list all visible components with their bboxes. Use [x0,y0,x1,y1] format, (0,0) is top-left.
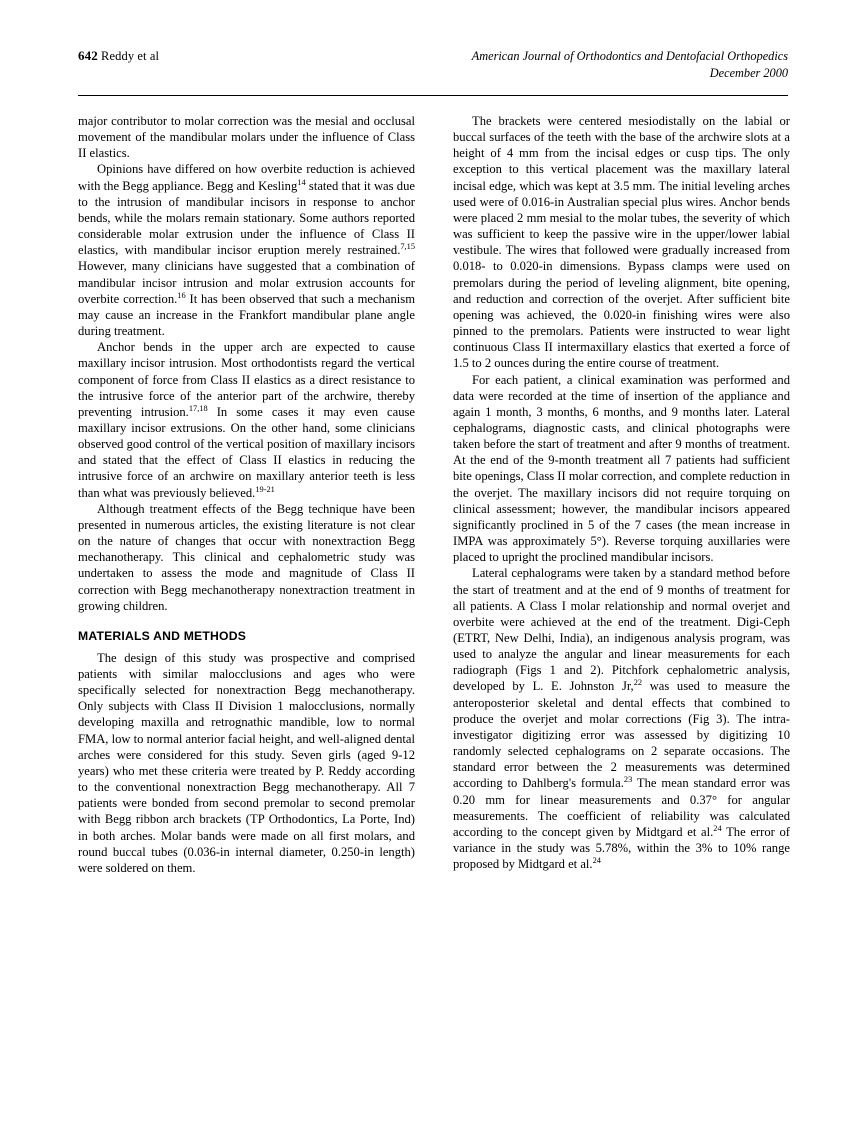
left-paragraph: Opinions have differed on how overbite reduction is achieved with the Begg appliance. Begg and Kesling$^{14}$ stated that it was due to the intrusion of mandibular incisors in response to anchor bends, while the molars remain stationary. Some authors reported considerable molar extrusion under the influence of Class II elastics, with mandibular incisor eruption merely restrained.$^{7,15}$ However, many clinicians have suggested that a combination of mandibular incisor intrusion and molar extrusion accounts for overbite correction.$^{16}$ It has been observed that such a mechanism may cause an increase in the Frankfort mandibular plane angle during treatment. [78,162,415,339]
page-number: 642 [78,48,98,63]
reference-marker: 22 [633,678,643,688]
reference-marker: 23 [623,775,633,785]
left-column [78,113,415,876]
body-columns [78,113,790,876]
right-paragraph: The brackets were centered mesiodistally on the labial or buccal surfaces of the teeth with the base of the archwire slots at a height of 4 mm from the incisal edges or cusp tips. The only exception to this vertical placement was the maxillary lateral incisal edge, which was kept at 3.5 mm. The initial leveling arches used were of 0.016-in Australian special plus wires. Anchor bends were placed 2 mm mesial to the molar tubes, the severity of which was sufficient to keep the passive wire in the upper/lower labial vestibule. The wires that followed were gradually increased from 0.018- to 0.020-in dimensions. Bypass clamps were used on premolars during the period of leveling alignment, bite opening, and reduction and correction of the overjet. After sufficient bite opening was achieved, the 0.020-in finishing wires were also pinned to the premolars. Patients were instructed to wear light continuous Class II intermaxillary elastics that exerted a force of 1.5 to 2 ounces during the entire course of treatment. [453,114,790,371]
reference-marker: 17,18 [188,403,208,413]
right-paragraph: For each patient, a clinical examination was performed and data were recorded at the time of insertion of the appliance and again 1 month, 3 months, 6 months, and 9 months later. Lateral cephalograms, diagnostic casts, and clinical photographs were taken before the start of treatment and after 9 months of treatment. At the end of the 9-month treatment all 7 patients had sufficient bite openings, Class II molar correction, and complete reduction in the overjet. The maxillary incisors did not require torquing on clinical assessment; however, the mandibular incisors appeared significantly proclined in 5 of the 7 cases (the mean increase in IMPA was approximately 5°). Reverse torquing auxillaries were placed to upright the proclined mandibular incisors. [453,372,790,565]
running-authors: Reddy et al [101,49,160,63]
left-paragraph: major contributor to molar correction was the mesial and occlusal movement of the mandibular molars under the influence of Class II elastics. [78,114,415,161]
reference-marker: 7,15 [400,242,415,252]
reference-marker: 16 [177,290,186,300]
right-column [453,113,790,876]
left-paragraph: Although treatment effects of the Begg technique have been presented in numerous articles, the existing literature is not clear on the nature of changes that occur with nonextraction Begg mechanotherapy. This clinical and cephalometric study was undertaken to assess the mode and magnitude of Class II correction with Begg mechanotherapy nonextraction treatment in growing children. [78,501,415,613]
left-paragraph: The design of this study was prospective and comprised patients with similar malocclusions and ages who were specifically selected for nonextraction Begg mechanotherapy. Only subjects with Class II Division 1 malocclusions, normally developing maxilla and retrognathic mandible, low to normal FMA, low to normal anterior facial height, and well-aligned dental arches were considered for this study. Seven girls (aged 9-12 years) who met these criteria were treated by P. Reddy according to the conventional nonextraction Begg mechanotherapy. All 7 patients were bonded from second premolar to second premolar with Begg ribbon arch brackets (TP Orthodontics, La Porte, Ind) in both arches. Molar bands were made on all first molars, and round buccal tubes (0.036-in internal diameter, 0.250-in length) were soldered on them. [78,650,415,875]
header-right [472,48,788,82]
section-heading-materials-and-methods: MATERIALS AND METHODS [78,628,247,643]
page-header [78,48,788,88]
issue-date: December 2000 [709,66,788,80]
reference-marker: 19-21 [255,484,275,494]
right-paragraph: Lateral cephalograms were taken by a standard method before the start of treatment and at the end of 9 months of treatment for all patients. A Class I molar relationship and normal overjet and overbite were achieved at the end of the treatment. Digi-Ceph (ETRT, New Delhi, India), an indigenous analysis program, was used to analyze the angular and linear measurements for each radiograph (Figs 1 and 2). Pitchfork cephalometric analysis, developed by L. E. Johnston Jr,$^{22}$ was used to measure the anteroposterior skeletal and dental effects that combined to produce the overjet and molar corrections (Fig 3). The intra-investigator digitizing error was assessed by digitizing 10 randomly selected cephalograms on 2 separate occasions. The standard error between the 2 measurements was determined according to Dahlberg's formula.$^{23}$ The mean standard error was 0.20 mm for linear measurements and 0.37° for angular measurements. The coefficient of reliability was calculated according to the concept given by Midtgard et al.$^{24}$ The error of variance in the study was 5.78%, within the 3% to 10% range proposed by Midtgard et al.$^{24}$ [453,566,790,872]
reference-marker: 14 [297,177,306,187]
reference-marker: 24 [713,823,722,833]
journal-title: American Journal of Orthodontics and Dentofacial Orthopedics [471,49,788,63]
header-left [78,48,159,64]
header-rule [78,95,788,96]
reference-marker: 24 [592,856,601,865]
left-paragraph: Anchor bends in the upper arch are expected to cause maxillary incisor intrusion. Most orthodontists regard the vertical component of force from Class II elastics as a direct resistance to the intrusive force of the anterior part of the archwire, thereby preventing intrusion.$^{17,18}$ In some cases it may even cause maxillary incisor extrusions. On the other hand, some clinicians observed good control of the vertical position of maxillary incisors and stated that the effect of Class II elastics in reducing the intrusive force of an archwire on maxillary anterior teeth is less than what was previously believed.$^{19-21}$ [78,340,415,500]
